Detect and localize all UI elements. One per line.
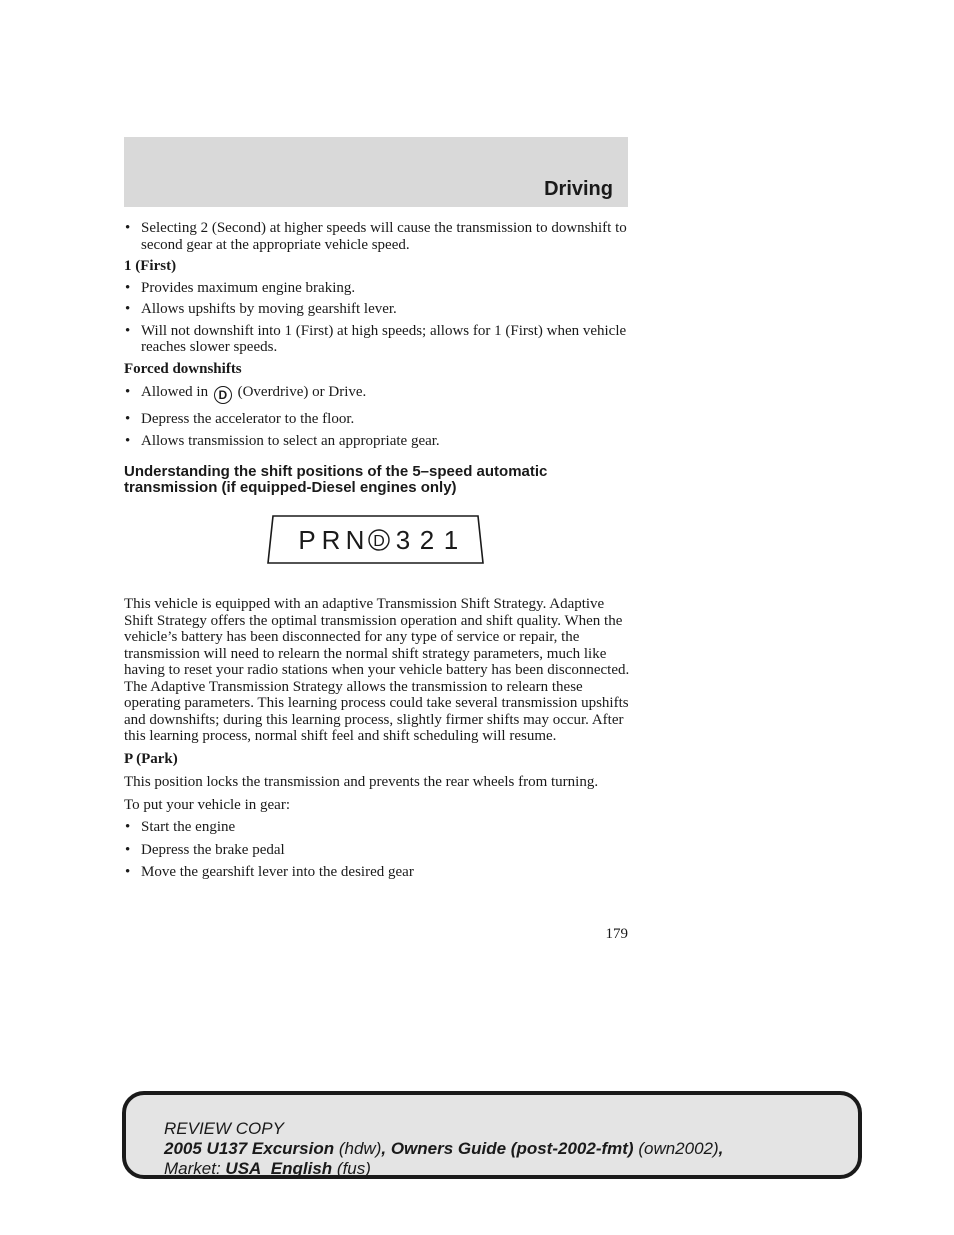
footer-review-label: REVIEW COPY bbox=[164, 1119, 284, 1138]
list-item: • Depress the accelerator to the floor. bbox=[125, 411, 355, 427]
gear-indicator bbox=[124, 496, 630, 594]
shift-positions-heading: Understanding the shift positions of the 5–speed automatic transmission (if equipped-Diesel engines only) bbox=[124, 463, 548, 496]
overdrive-d-icon: D bbox=[214, 386, 232, 404]
list-item: • Allows transmission to select an appropriate gear. bbox=[125, 432, 440, 449]
adaptive-shift-paragraph: This vehicle is equipped with an adaptive Transmission Shift Strategy. Adaptive Shift Strategy offers the optimal transmission operation and shift quality. When the vehicle’s battery has been disconnected for any type of service or repair, the transmission will need to relearn the normal shift strategy parameters, much like having to reset your radio stations when your vehicle battery has been disconnected. The Adaptive Transmission Strategy allows the transmission to relearn these operating parameters. This learning process could take several transmission upshifts and downshifts; during this learning process, slightly firmer shifts may occur. After this learning process, normal shift feel and shift scheduling will resume. bbox=[124, 596, 630, 744]
list-item: • Provides maximum engine braking. bbox=[125, 279, 356, 296]
gear-letter: 3 bbox=[395, 525, 411, 555]
list-item: • Allowed in D (Overdrive) or Drive. bbox=[125, 384, 367, 402]
gear-indicator-graphic bbox=[124, 496, 630, 594]
footer-text bbox=[164, 1119, 723, 1179]
page-number: 179 bbox=[605, 926, 628, 942]
list-item: • Selecting 2 (Second) at higher speeds will cause the transmission to downshift to second gear at the appropriate vehicle speed. bbox=[125, 220, 627, 253]
footer-line-2: 2005 U137 Excursion (hdw), Owners Guide (post-2002-fmt) (own2002), bbox=[164, 1139, 724, 1158]
list-item: • Depress the brake pedal bbox=[125, 841, 285, 858]
gear-letter: R bbox=[321, 525, 341, 555]
park-paragraph: This position locks the transmission and prevents the rear wheels from turning. bbox=[124, 774, 599, 790]
gear-letter: P bbox=[298, 525, 316, 555]
review-copy-footer bbox=[122, 1091, 862, 1179]
gear-letter: N bbox=[345, 525, 365, 555]
list-item: • Allows upshifts by moving gearshift lever. bbox=[125, 301, 397, 317]
section-title: Driving bbox=[544, 178, 613, 200]
footer-line-3: Market: USA_English (fus) bbox=[164, 1159, 371, 1178]
park-heading: P (Park) bbox=[124, 750, 178, 767]
gear-letter: D bbox=[373, 533, 385, 550]
first-gear-heading: 1 (First) bbox=[124, 258, 177, 274]
forced-downshifts-heading: Forced downshifts bbox=[124, 360, 242, 377]
gear-letter: 2 bbox=[419, 525, 435, 555]
list-item: • Will not downshift into 1 (First) at high speeds; allows for 1 (First) when vehicle reaches slower speeds. bbox=[125, 322, 627, 355]
gear-letter: 1 bbox=[443, 525, 459, 555]
list-item: • Start the engine bbox=[125, 819, 236, 835]
list-item: • Move the gearshift lever into the desired gear bbox=[125, 864, 414, 880]
section-header-band bbox=[124, 137, 628, 207]
gear-intro: To put your vehicle in gear: bbox=[124, 796, 290, 813]
page-content bbox=[124, 220, 630, 886]
